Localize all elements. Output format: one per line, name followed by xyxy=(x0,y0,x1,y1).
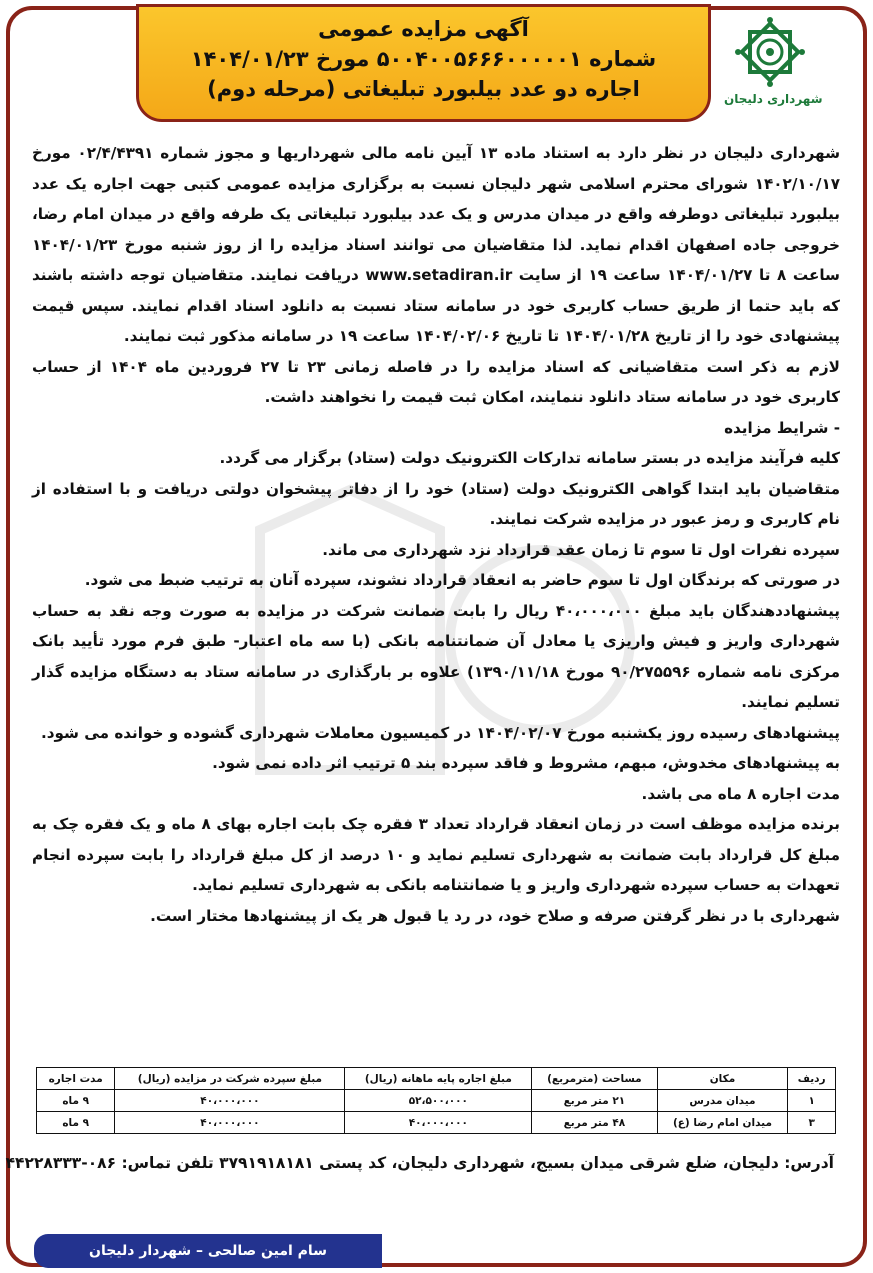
table-cell: ۹ ماه xyxy=(37,1090,115,1112)
notice-body xyxy=(32,138,840,931)
mayor-signature-bar: سام امین صالحی – شهردار دلیجان xyxy=(34,1234,382,1268)
setad-website-link[interactable]: www.setadiran.ir xyxy=(365,266,513,284)
condition-forfeit: در صورتی که برندگان اول تا سوم حاضر به انعقاد قرارداد نشوند، سپرده آنان به ترتیب ضبط می شود. xyxy=(84,571,840,589)
col-header: ردیف xyxy=(788,1068,836,1090)
paragraph-download-note: لازم به ذکر است متقاضیانی که اسناد مزایده را در فاصله زمانی ۲۳ تا ۲۷ فروردین ماه ۱۴۰۴ از حساب کاربری خود در سامانه ستاد دانلود ننمایند، امکان ثبت قیمت را نخواهند داشت. xyxy=(32,357,840,406)
header-banner xyxy=(136,4,711,122)
condition-deposit-hold: سپرده نفرات اول تا سوم تا زمان عقد قرارداد نزد شهرداری می ماند. xyxy=(322,540,840,559)
table-row xyxy=(37,1112,836,1134)
condition-guarantee: پیشنهاددهندگان باید مبلغ ۴۰،۰۰۰،۰۰۰ ریال را بابت ضمانت شرکت در مزایده به صورت وجه نقد به حساب شهرداری واریز و فیش واریزی یا معادل آن ضمانتنامه بانکی (با سه ماه اعتبار- طبق فرم مورد تأیید بانک مرکزی نامه شماره ۹۰/۲۷۵۵۹۶ مورخ ۱۳۹۰/۱۱/۱۸) علاوه بر بارگذاری در سامانه ستاد به دستگاه مزایده گذار تسلیم نمایند. xyxy=(32,601,840,711)
header-number: شماره ۵۰۰۴۰۰۵۶۶۶۰۰۰۰۰۱ مورخ ۱۴۰۴/۰۱/۲۳ xyxy=(190,47,657,71)
col-header: مبلغ سپرده شرکت در مزایده (ریال) xyxy=(115,1068,345,1090)
condition-process: کلیه فرآیند مزایده در بستر سامانه تدارکات الکترونیک دولت (ستاد) برگزار می گردد. xyxy=(219,449,840,467)
table-cell: میدان امام رضا (ع) xyxy=(657,1112,788,1134)
table-cell: ۳ xyxy=(788,1112,836,1134)
contact-address: آدرس: دلیجان، ضلع شرقی میدان بسیج، شهرداری دلیجان، کد پستی ۳۷۹۱۹۱۸۱۸۱ تلفن تماس: ۰۸۶-۴۴۲۲۸۳۳۳ xyxy=(5,1154,834,1172)
header-title: آگهی مزایده عمومی xyxy=(318,17,529,41)
condition-winner-obligations: برنده مزایده موظف است در زمان انعقاد قرارداد تعداد ۳ فقره چک بابت اجاره بهای ۸ ماه و یک فقره چک به مبلغ کل قرارداد بابت ضمانت به شهرداری تسلیم نماید و ۱۰ درصد از کل مبلغ قرارداد را بابت سپرده انجام تعهدات به حساب سپرده شهرداری واریز و یا ضمانتنامه بانکی به شهرداری تسلیم نماید. xyxy=(32,815,841,894)
paragraph-intro xyxy=(32,138,840,352)
condition-invalid-bids: به پیشنهادهای مخدوش، مبهم، مشروط و فاقد سپرده بند ۵ ترتیب اثر داده نمی شود. xyxy=(212,754,840,772)
paragraph-intro-text: شهرداری دلیجان در نظر دارد به استناد ماده ۱۳ آیین نامه مالی شهرداریها و مجوز شماره ۰۲/۴/۴۳۹۱ مورخ ۱۴۰۲/۱۰/۱۷ شورای محترم اسلامی شهر دلیجان نسبت به برگزاری مزایده عمومی کتبی جهت اجاره یک عدد بیلبورد تبلیغاتی دوطرفه واقع در میدان مدرس و یک عدد بیلبورد تبلیغاتی یک طرفه واقع در میدان امام رضا، خروجی جاده اصفهان اقدام نماید. لذا متقاضیان می توانند اسناد مزایده را از روز شنبه مورخ ۱۴۰۴/۰۱/۲۳ ساعت ۸ تا ۱۴۰۴/۰۱/۲۷ ساعت ۱۹ از سایت xyxy=(32,144,841,284)
paragraph-intro-continued: دریافت نمایند. متقاضیان توجه داشته باشند که باید حتما از طریق حساب کاربری خود در سامانه ستاد نسبت به دانلود اسناد اقدام نمایند. سپس قیمت پیشنهادی خود را از تاریخ ۱۴۰۴/۰۱/۲۸ تا تاریخ ۱۴۰۴/۰۲/۰۶ ساعت ۱۹ در سامانه مذکور ثبت نمایند. xyxy=(32,266,840,345)
table-cell: ۴۰،۰۰۰،۰۰۰ xyxy=(115,1112,345,1134)
table-cell: میدان مدرس xyxy=(657,1090,788,1112)
table-cell: ۱ xyxy=(788,1090,836,1112)
col-header: مساحت (مترمربع) xyxy=(532,1068,657,1090)
col-header: مدت اجاره xyxy=(37,1068,115,1090)
table-cell: ۵۲،۵۰۰،۰۰۰ xyxy=(345,1090,532,1112)
col-header: مبلغ اجاره پایه ماهانه (ریال) xyxy=(345,1068,532,1090)
logo-caption: شهرداری دلیجان xyxy=(724,92,823,106)
header-subject: اجاره دو عدد بیلبورد تبلیغاتی (مرحله دوم) xyxy=(207,77,640,101)
conditions-title: - شرایط مزایده xyxy=(724,418,840,437)
table-cell: ۴۸ متر مربع xyxy=(532,1112,657,1134)
condition-opening: پیشنهادهای رسیده روز یکشنبه مورخ ۱۴۰۴/۰۲/۰۷ در کمیسیون معاملات شهرداری گشوده و خوانده می شود. xyxy=(40,723,840,742)
municipality-logo xyxy=(724,14,823,106)
col-header: مکان xyxy=(657,1068,788,1090)
condition-lease-term: مدت اجاره ۸ ماه می باشد. xyxy=(641,784,840,803)
condition-certificate: متقاضیان باید ابتدا گواهی الکترونیک دولت (ستاد) خود را از دفاتر پیشخوان دولتی دریافت و با استفاده از نام کاربری و رمز عبور در مزایده شرکت نمایند. xyxy=(32,479,840,528)
table-header-row xyxy=(37,1068,836,1090)
condition-discretion: شهرداری با در نظر گرفتن صرفه و صلاح خود، در رد یا قبول هر یک از پیشنهادها مختار است. xyxy=(150,906,840,925)
billboard-table xyxy=(36,1067,836,1134)
table-cell: ۴۰،۰۰۰،۰۰۰ xyxy=(115,1090,345,1112)
logo-emblem-icon xyxy=(732,14,808,90)
table-cell: ۲۱ متر مربع xyxy=(532,1090,657,1112)
table-cell: ۴۰،۰۰۰،۰۰۰ xyxy=(345,1112,532,1134)
table-cell: ۹ ماه xyxy=(37,1112,115,1134)
table-row xyxy=(37,1090,836,1112)
